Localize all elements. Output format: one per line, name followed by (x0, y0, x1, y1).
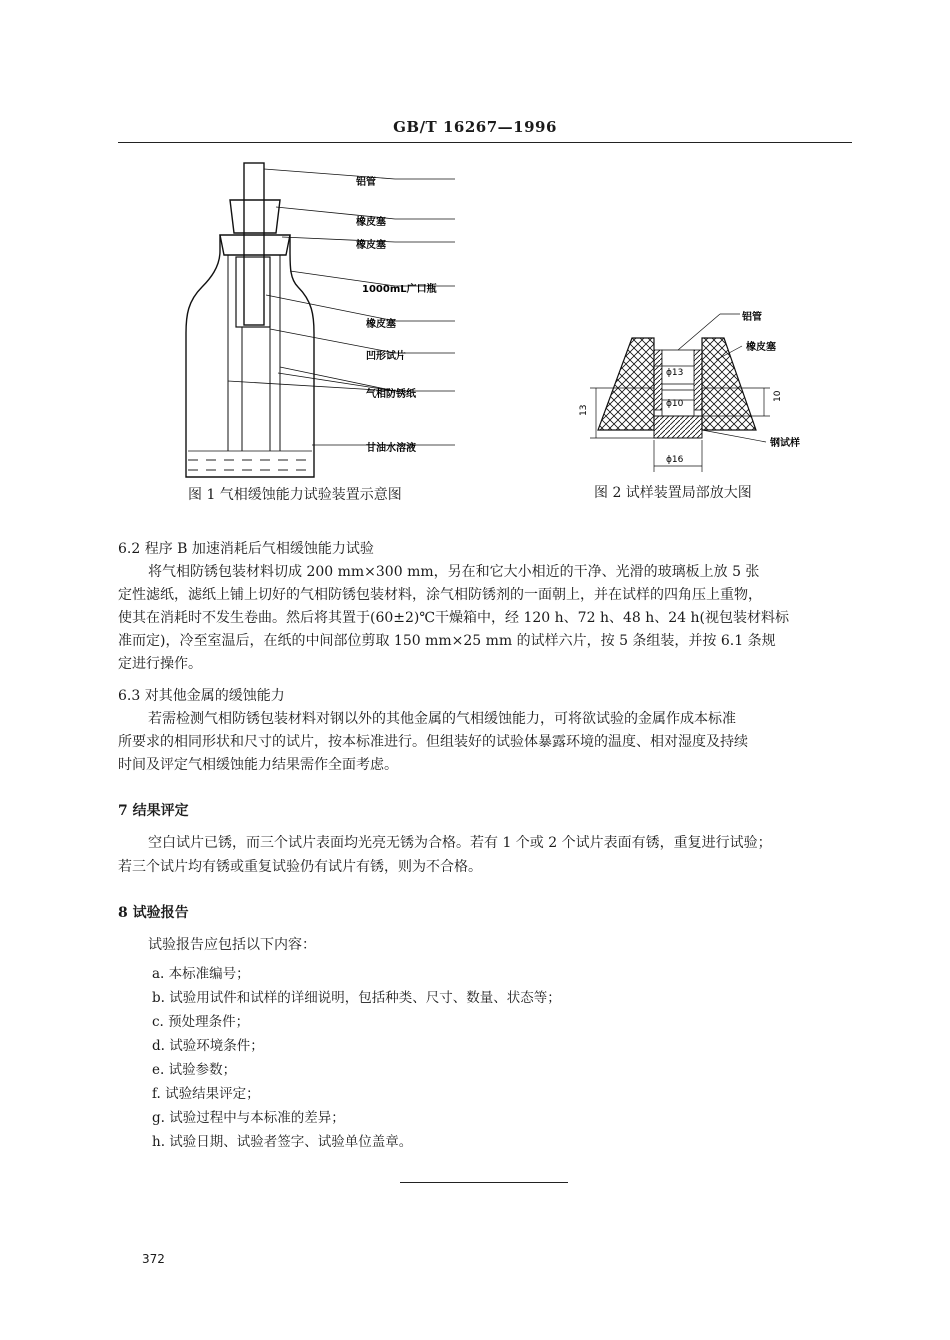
s6-2-line-5: 定进行操作。 (118, 656, 202, 672)
neck-stopper-shape (220, 235, 290, 255)
report-item-b: b. 试验用试件和试样的详细说明，包括种类、尺寸、数量、状态等； (152, 990, 561, 1006)
figure-2-diagram (570, 300, 810, 480)
report-item-c: c. 预处理条件； (152, 1014, 250, 1030)
fig2-label-steel: 钢试样 (770, 438, 800, 449)
section-6-2-heading: 6.2 程序 B 加速消耗后气相缓蚀能力试验 (118, 541, 374, 557)
end-of-document-rule (400, 1182, 568, 1183)
fig2-dim-d16: ϕ16 (666, 455, 684, 465)
report-item-h: h. 试验日期、试验者签字、试验单位盖章。 (152, 1134, 413, 1150)
report-item-d: d. 试验环境条件； (152, 1038, 264, 1054)
s6-2-line-2: 定性滤纸，滤纸上铺上切好的气相防锈包装材料，涂气相防锈剂的一面朝上，并在试样的四角压上重物， (118, 587, 762, 603)
glycerol-solution-fill (188, 451, 312, 475)
s6-2-line-3: 使其在消耗时不发生卷曲。然后将其置于(60±2)℃干燥箱中，经 120 h、72 h、48 h、24 h(视包装材料标 (118, 610, 789, 626)
fig1-label-stopper-2: 橡皮塞 (356, 240, 386, 251)
figure-1-diagram (170, 155, 470, 485)
section-6-3-heading: 6.3 对其他金属的缓蚀能力 (118, 688, 285, 704)
report-item-a: a. 本标准编号； (152, 966, 250, 982)
s6-2-line-4: 准而定)，冷至室温后，在纸的中间部位剪取 150 mm×25 mm 的试样六片，按 5 条组装，并按 6.1 条规 (118, 633, 776, 649)
upper-stopper-shape (230, 200, 280, 233)
inner-stopper-shape (236, 257, 270, 327)
section-7-heading: 7 结果评定 (118, 803, 189, 819)
fig2-dim-h10: 10 (773, 390, 783, 402)
report-item-f: f. 试验结果评定； (152, 1086, 260, 1102)
fig2-steel-specimen (654, 416, 702, 438)
standard-number-header: GB/T 16267—1996 (393, 118, 557, 136)
report-item-g: g. 试验过程中与本标准的差异； (152, 1110, 345, 1126)
page-number: 372 (142, 1252, 165, 1266)
report-item-e: e. 试验参数； (152, 1062, 237, 1078)
fig1-label-tube: 铝管 (356, 177, 376, 188)
s6-3-line-1: 若需检测气相防锈包装材料对钢以外的其他金属的气相缓蚀能力，可将欲试验的金属作成本标准 (148, 711, 736, 727)
fig2-label-stopper: 橡皮塞 (746, 342, 776, 353)
fig2-dim-d10: ϕ10 (666, 399, 684, 409)
s8-intro: 试验报告应包括以下内容： (148, 937, 316, 953)
s7-line-2: 若三个试片均有锈或重复试验仍有试片有锈，则为不合格。 (118, 859, 482, 875)
header-divider (118, 142, 852, 143)
aluminum-tube-shape (244, 163, 264, 325)
fig2-stopper-left (598, 338, 654, 430)
s7-line-1: 空白试片已锈，而三个试片表面均光亮无锈为合格。若有 1 个或 2 个试片表面有锈，重复进行试验； (148, 835, 772, 851)
figure-2-caption: 图 2 试样装置局部放大图 (594, 485, 752, 501)
figure-1-caption: 图 1 气相缓蚀能力试验装置示意图 (188, 487, 402, 503)
s6-2-line-1: 将气相防锈包装材料切成 200 mm×300 mm，另在和它大小相近的干净、光滑的玻璃板上放 5 张 (148, 564, 760, 580)
fig2-label-tube: 铝管 (742, 312, 762, 323)
fig1-label-specimen: 凹形试片 (366, 351, 406, 362)
s6-3-line-2: 所要求的相同形状和尺寸的试片，按本标准进行。但组装好的试验体暴露环境的温度、相对湿度及持续 (118, 734, 748, 750)
fig1-label-vci-paper: 气相防锈纸 (366, 389, 416, 400)
fig1-label-stopper-1: 橡皮塞 (356, 217, 386, 228)
s6-3-line-3: 时间及评定气相缓蚀能力结果需作全面考虑。 (118, 757, 398, 773)
fig2-dim-d13: ϕ13 (666, 368, 684, 378)
fig2-dim-h13: 13 (579, 404, 589, 416)
section-8-heading: 8 试验报告 (118, 905, 189, 921)
fig1-label-stopper-3: 橡皮塞 (366, 319, 396, 330)
fig1-label-bottle: 1000mL广口瓶 (362, 284, 437, 295)
fig1-label-solution: 甘油水溶液 (366, 443, 416, 454)
